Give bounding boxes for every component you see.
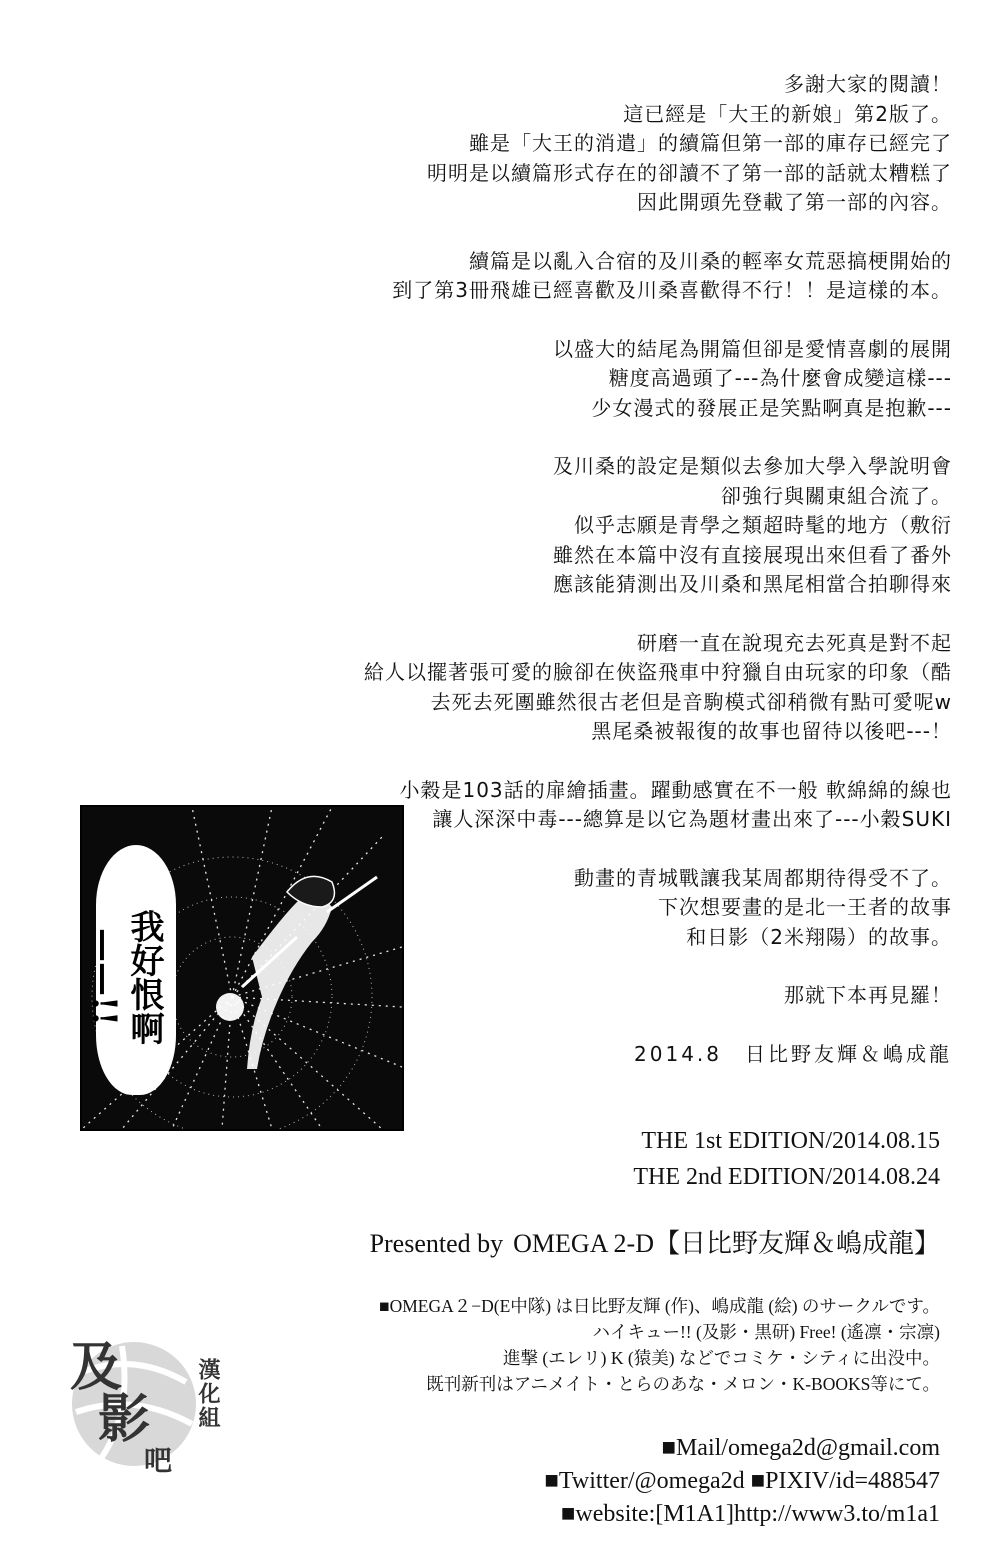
text-line: 下次想要畫的是北一王者的故事 [658,895,952,919]
afterword-paragraph-1 [312,70,952,218]
website-link[interactable]: ■website:[M1A1]http://www3.to/m1a1 [560,1501,940,1527]
text-line: 以盛大的結尾為開篇但卻是愛情喜劇的展開 [553,336,952,361]
text-line: 明明是以續篇形式存在的卻讀不了第一部的話就太糟糕了 [427,160,952,185]
circle-info-line: 既刊新刊はアニメイト・とらのあな・メロン・K-BOOKS等にて。 [426,1374,940,1394]
text-line: 動畫的青城戰讓我某周都期待得受不了。 [574,865,952,890]
text-line: 多謝大家的閱讀！ [784,72,952,96]
text-line: 續篇是以亂入合宿的及川桑的輕率女荒惡搞梗開始的 [469,248,952,273]
text-line: 及川桑的設定是類似去參加大學入學說明會 [553,454,952,478]
text-line: 黑尾桑被報復的故事也留待以後吧---！ [591,719,952,743]
text-line: 和日影（2米翔陽）的故事。 [686,924,952,949]
circle-info-line: ハイキュー!! (及影・黒研) Free! (遙凛・宗凛) [592,1322,940,1342]
circle-info-line: 進撃 (エレリ) K (猿美) などでコミケ・シティに出没中。 [502,1348,940,1368]
logo-char: 及 [70,1337,123,1398]
text-line: 糖度高過頭了---為什麼會成變這樣--- [608,366,952,390]
contact-info [480,1432,940,1531]
text-line: 去死去死團雖然很古老但是音駒模式卻稍微有點可愛呢w [430,689,952,714]
logo-side-text: 漢化組 [195,1358,221,1430]
second-edition: THE 2nd EDITION/2014.08.24 [633,1164,940,1190]
translation-group-logo [62,1332,242,1482]
logo-main-text [70,1337,173,1477]
afterword-paragraph-4 [312,452,952,600]
text-line: 小穀是103話的扉繪插畫。躍動感實在不一般 軟綿綿的線也 [399,777,952,802]
afterword-paragraph-7 [312,864,952,953]
signature [312,1040,952,1070]
mail-address[interactable]: ■Mail/omega2d@gmail.com [661,1435,940,1461]
text-line: 少女漫式的發展正是笑點啊真是抱歉--- [591,395,952,420]
signature-text: 2014.8 日比野友輝＆嶋成龍 [634,1041,952,1066]
text-line: 這已經是「大王的新娘」第2版了。 [623,101,952,126]
text-line: 雖是「大王的消遣」的續篇但第一部的庫存已經完了 [469,131,952,155]
text-line: 似乎志願是青學之類超時髦的地方（敷衍 [574,513,952,537]
circle-info-line: ■OMEGA２−D(E中隊) は日比野友輝 (作)、嶋成龍 (絵) のサークルです。 [379,1296,940,1316]
twitter-pixiv[interactable]: ■Twitter/@omega2d ■PIXIV/id=488547 [544,1468,940,1494]
presented-by-label: Presented by [369,1229,504,1258]
text-line: 雖然在本篇中沒有直接展現出來但看了番外 [553,542,952,567]
presented-by [370,1223,940,1260]
edition-info [633,1123,940,1195]
afterword-paragraph-3 [312,335,952,424]
speech-bubble-text: 我好恨啊——!! [84,909,164,1045]
text-line: 研磨一直在說現充去死真是對不起 [637,630,952,655]
afterword-paragraph-5 [312,629,952,747]
text-line: 到了第3冊飛雄已經喜歡及川桑喜歡得不行！！是這樣的本。 [392,278,952,302]
afterword-text [312,70,952,1098]
text-line: 那就下本再見羅！ [784,983,952,1007]
text-line: 卻強行與關東組合流了。 [721,483,952,508]
circle-name: OMEGA 2-D【日比野友輝＆嶋成龍】 [513,1229,940,1258]
logo-char: 影 [98,1389,151,1450]
text-line: 讓人深深中毒---總算是以它為題材畫出來了---小穀SUKI [432,807,952,831]
logo-char: 吧 [144,1444,173,1477]
circle-info [379,1293,940,1397]
first-edition: THE 1st EDITION/2014.08.15 [641,1128,940,1154]
manga-illustration-panel [80,805,404,1131]
afterword-paragraph-2 [312,247,952,306]
text-line: 應該能猜測出及川桑和黑尾相當合拍聊得來 [553,572,952,596]
afterword-paragraph-6 [312,776,952,835]
text-line: 因此開頭先登載了第一部的內容。 [637,190,952,214]
text-line: 給人以擺著張可愛的臉卻在俠盜飛車中狩獵自由玩家的印象（酷 [364,660,952,684]
afterword-paragraph-8 [312,981,952,1011]
